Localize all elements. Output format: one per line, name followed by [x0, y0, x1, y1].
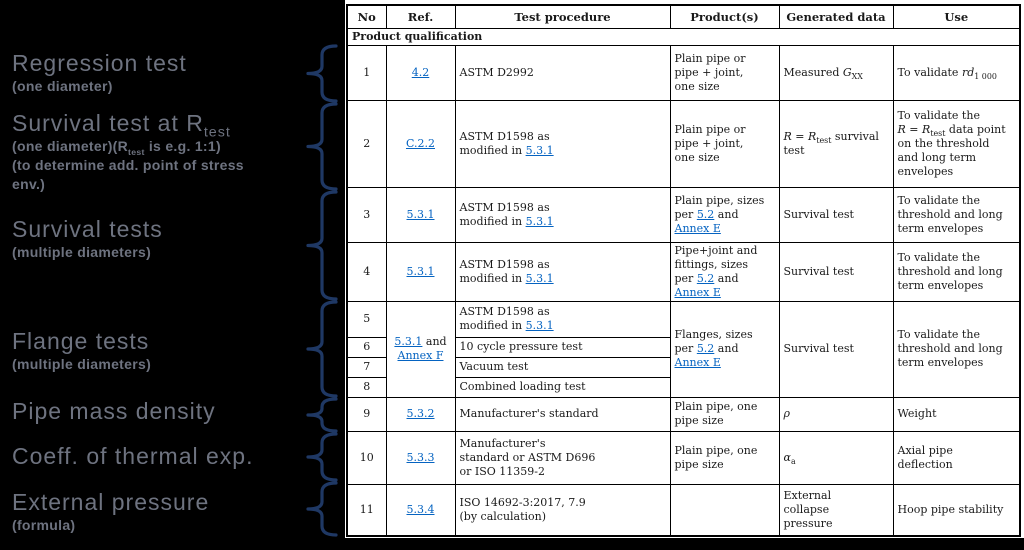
annotation-group [12, 50, 187, 96]
section-row: Product qualification [347, 28, 1020, 45]
cell-use: Hoop pipe stability [893, 484, 1020, 536]
cell-use: Axial pipe deflection [893, 431, 1020, 484]
cell-generated-data: Measured $G_{XX}$ [779, 45, 893, 100]
cell-test-procedure: Manufacturer's standard [455, 397, 670, 431]
cell-no: 7 [347, 357, 386, 377]
group-subline: env.) [12, 176, 46, 192]
ref-link[interactable]: 5.3.1 [525, 319, 554, 332]
cell-use: To validate $rd_{1 000}$ [893, 45, 1020, 100]
column-header: Ref. [386, 5, 455, 28]
annotation-group [12, 328, 151, 374]
cell-test-procedure: ASTM D1598 as modified in 5.3.1 [455, 242, 670, 301]
cell-use: To validate the threshold and long term envelopes [893, 301, 1020, 397]
column-header: Generated data [779, 5, 893, 28]
ref-link[interactable]: 5.3.1 [525, 214, 554, 228]
cell-test-procedure: ASTM D1598 as modified in 5.3.1 [455, 187, 670, 242]
group-subline: (formula) [12, 517, 76, 533]
group-subline: (multiple diameters) [12, 356, 152, 372]
table-header [347, 5, 1020, 28]
group-title: Flange tests [12, 328, 150, 354]
column-header: Test procedure [455, 5, 670, 28]
group-subline: (one $diameter)(R_{test}$ is e.g. 1:1) [12, 138, 221, 157]
ref-link[interactable]: C.2.2 [405, 136, 435, 150]
cell-no: 11 [347, 484, 386, 536]
ref-link[interactable]: 5.2 [696, 207, 715, 221]
annotation-group [12, 398, 216, 425]
group-subline: (multiple diameters) [12, 244, 152, 260]
cell-generated-data: $R = R_{test}$ survival test [779, 100, 893, 187]
group-title: External pressure [12, 489, 210, 515]
ref-link[interactable]: 5.3.1 [525, 271, 554, 285]
cell-generated-data: Survival test [779, 187, 893, 242]
cell-ref [386, 100, 455, 187]
cell-generated-data: External collapse pressure [779, 484, 893, 536]
cell-generated-data: $\alpha_a$ [779, 431, 893, 484]
cell-use: To validate the threshold and long term envelopes [893, 187, 1020, 242]
cell-ref [386, 431, 455, 484]
cell-ref [386, 187, 455, 242]
cell-test-procedure: Manufacturer's standard or ASTM D696 or ISO 11359-2 [455, 431, 670, 484]
annotation-group [12, 216, 163, 262]
column-header: No [347, 5, 386, 28]
qualification-table [346, 4, 1021, 537]
cell-test-procedure: ASTM D1598 as modified in 5.3.1 [455, 100, 670, 187]
group-subline: (to determine add. point of stress [12, 157, 244, 173]
cell-ref [386, 397, 455, 431]
group-subline: (one diameter) [12, 78, 113, 94]
cell-no: 2 [347, 100, 386, 187]
table-body [347, 28, 1020, 536]
cell-test-procedure: ASTM D2992 [455, 45, 670, 100]
ref-link[interactable]: 5.2 [696, 342, 715, 355]
ref-link[interactable]: 5.3.1 [525, 143, 554, 157]
cell-no: 6 [347, 337, 386, 357]
cell-ref [386, 242, 455, 301]
ref-link[interactable]: 5.3.1 [406, 207, 435, 221]
cell-ref [386, 484, 455, 536]
cell-test-procedure: ASTM D1598 as modified in 5.3.1 [455, 301, 670, 337]
ref-link[interactable]: 5.3.3 [406, 450, 435, 464]
ref-link[interactable]: Annex E [674, 356, 721, 369]
cell-no: 8 [347, 377, 386, 397]
cell-products: Plain pipe, one pipe size [670, 431, 779, 484]
group-title: Survival tests [12, 216, 163, 242]
cell-test-procedure: Combined loading test [455, 377, 670, 397]
cell-test-procedure: 10 cycle pressure test [455, 337, 670, 357]
cell-products: Plain pipe, one pipe size [670, 397, 779, 431]
annotation-group [12, 110, 244, 194]
cell-no: 10 [347, 431, 386, 484]
group-title: Pipe mass density [12, 398, 216, 424]
ref-link[interactable]: 5.3.1 [394, 335, 423, 348]
annotation-group [12, 443, 253, 470]
cell-products: Pipe+joint and fittings, sizes per 5.2 and Annex E [670, 242, 779, 301]
cell-products [670, 484, 779, 536]
ref-link[interactable]: 5.3.1 [406, 264, 435, 278]
cell-test-procedure: Vacuum test [455, 357, 670, 377]
cell-generated-data: ρ [779, 397, 893, 431]
cell-products: Plain pipe or pipe + joint, one size [670, 100, 779, 187]
ref-link[interactable]: Annex F [397, 349, 444, 362]
cell-ref: 5.3.1 and Annex F [386, 301, 455, 397]
cell-no: 1 [347, 45, 386, 100]
cell-use: To validate the $R = R_{test}$ data point on the threshold and long term envelopes [893, 100, 1020, 187]
ref-link[interactable]: 4.2 [411, 65, 430, 79]
annotation-groups [0, 0, 345, 550]
cell-no: 4 [347, 242, 386, 301]
column-header: Use [893, 5, 1020, 28]
column-header: Product(s) [670, 5, 779, 28]
cell-no: 9 [347, 397, 386, 431]
ref-link[interactable]: 5.3.4 [406, 502, 435, 516]
cell-generated-data: Survival test [779, 301, 893, 397]
ref-link[interactable]: 5.2 [696, 271, 715, 285]
group-title: Regression test [12, 50, 187, 76]
cell-use: To validate the threshold and long term envelopes [893, 242, 1020, 301]
cell-generated-data: Survival test [779, 242, 893, 301]
group-title: Survival test at $R_{test}$ [12, 110, 231, 141]
annotation-group [12, 489, 209, 535]
cell-no: 5 [347, 301, 386, 337]
cell-ref [386, 45, 455, 100]
cell-use: Weight [893, 397, 1020, 431]
cell-products: Plain pipe or pipe + joint, one size [670, 45, 779, 100]
cell-no: 3 [347, 187, 386, 242]
group-title: Coeff. of thermal exp. [12, 443, 254, 469]
cell-products: Flanges, sizes per 5.2 and Annex E [670, 301, 779, 397]
ref-link[interactable]: 5.3.2 [406, 407, 435, 420]
cell-test-procedure: ISO 14692-3:2017, 7.9 (by calculation) [455, 484, 670, 536]
ref-link[interactable]: Annex E [674, 285, 721, 299]
ref-link[interactable]: Annex E [674, 221, 721, 235]
cell-products: Plain pipe, sizes per 5.2 and Annex E [670, 187, 779, 242]
